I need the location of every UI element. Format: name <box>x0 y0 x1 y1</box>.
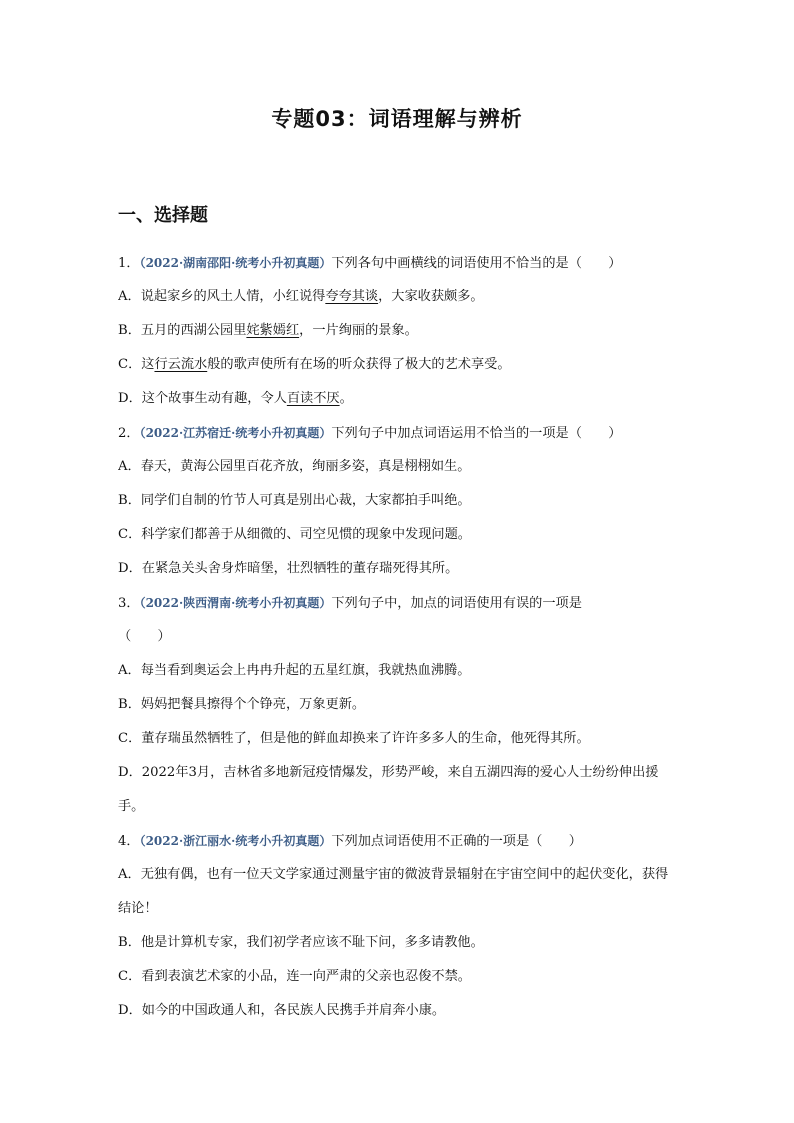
underlined-term: 夸夸其谈 <box>325 289 379 304</box>
question-4-option-d: D．如今的中国政通人和，各民族人民携手并肩奔小康。 <box>118 1003 446 1018</box>
question-3-option-d: D．2022年3月，吉林省多地新冠疫情爆发，形势严峻，来自五湖四海的爱心人士纷纷伸出援手。 <box>118 765 659 814</box>
question-1-option-a: A．说起家乡的风土人情，小红说得夸夸其谈，大家收获颇多。 <box>118 289 484 304</box>
question-1-option-c: C．这行云流水般的歌声使所有在场的听众获得了极大的艺术享受。 <box>118 357 511 372</box>
question-2-option-c: C．科学家们都善于从细微的、司空见惯的现象中发现问题。 <box>118 527 471 542</box>
question-source: （2022·浙江丽水·统考小升初真题） <box>139 834 332 848</box>
question-source: （2022·湖南邵阳·统考小升初真题） <box>139 256 332 270</box>
underlined-term: 姹紫嫣红 <box>246 323 300 338</box>
question-list <box>118 246 678 1028</box>
question-3-option-b: B．妈妈把餐具擦得个个铮亮，万象更新。 <box>118 697 366 712</box>
question-source: （2022·江苏宿迁·统考小升初真题） <box>139 426 332 440</box>
question-3-stem: 3．（2022·陕西渭南·统考小升初真题）下列句子中，加点的词语使用有误的一项是 <box>118 596 582 611</box>
question-source: （2022·陕西渭南·统考小升初真题） <box>139 596 332 610</box>
question-1-option-d: D．这个故事生动有趣，令人百读不厌。 <box>118 391 353 406</box>
question-3-option-c: C．董存瑞虽然牺牲了，但是他的鲜血却换来了许许多多人的生命，他死得其所。 <box>118 731 590 746</box>
question-1-stem: 1．（2022·湖南邵阳·统考小升初真题）下列各句中画横线的词语使用不恰当的是（ ） <box>118 256 622 271</box>
underlined-term: 行云流水 <box>154 357 208 372</box>
question-4-option-a: A．无独有偶，也有一位天文学家通过测量宇宙的微波背景辐射在宇宙空间中的起伏变化，获得结论！ <box>118 867 669 916</box>
question-2-option-b: B．同学们自制的竹节人可真是别出心裁，大家都拍手叫绝。 <box>118 493 471 508</box>
underlined-term: 百读不厌 <box>286 391 340 406</box>
question-4-option-c: C．看到表演艺术家的小品，连一向严肃的父亲也忍俊不禁。 <box>118 969 471 984</box>
question-2-stem: 2．（2022·江苏宿迁·统考小升初真题）下列句子中加点词语运用不恰当的一项是（ ） <box>118 426 622 441</box>
question-4-option-b: B．他是计算机专家，我们初学者应该不耻下问，多多请教他。 <box>118 935 484 950</box>
page-title: 专题03：词语理解与辨析 <box>271 107 523 131</box>
question-4-stem: 4．（2022·浙江丽水·统考小升初真题）下列加点词语使用不正确的一项是（ ） <box>118 834 582 849</box>
question-3-option-a: A．每当看到奥运会上冉冉升起的五星红旗，我就热血沸腾。 <box>118 663 471 678</box>
question-2-option-a: A．春天，黄海公园里百花齐放，绚丽多姿，真是栩栩如生。 <box>118 459 471 474</box>
question-1-option-b: B．五月的西湖公园里姹紫嫣红，一片绚丽的景象。 <box>118 323 418 338</box>
question-3-stem-blank: （ ） <box>118 629 171 644</box>
question-2-option-d: D．在紧急关头舍身炸暗堡，壮烈牺牲的董存瑞死得其所。 <box>118 561 459 576</box>
section-heading: 一、选择题 <box>118 205 208 226</box>
